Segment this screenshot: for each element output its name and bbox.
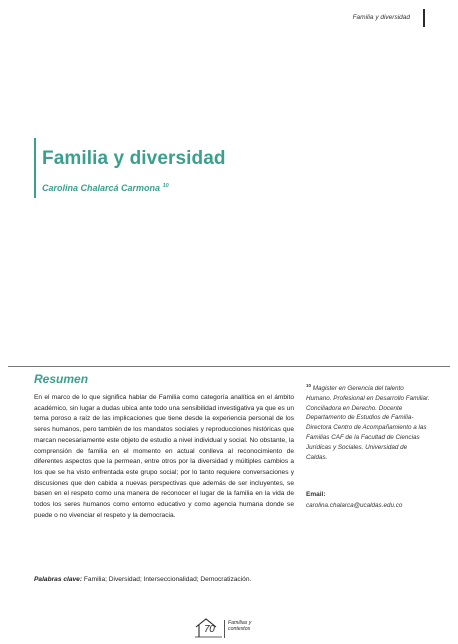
- article-author: [42, 183, 169, 193]
- title-accent-rule: [34, 138, 36, 198]
- summary-heading: Resumen: [34, 372, 89, 386]
- keywords: [34, 575, 294, 586]
- running-header: Familia y diversidad: [352, 14, 410, 21]
- footer-divider: [224, 620, 225, 638]
- summary-divider: [8, 366, 450, 367]
- author-footnote: [306, 381, 430, 462]
- article-title: Familia y diversidad: [42, 148, 226, 169]
- author-name: Carolina Chalarcá Carmona: [42, 183, 161, 193]
- abstract-paragraph: En el marco de lo que significa hablar de Familia como categoría analítica en el ámbito académico, sin lugar a dudas ubica ante todo una sensibilidad investigativa ya que es un tema poroso a raíz de las implicaciones que tiene desde la experiencia personal de los seres humanos, pero también de los mandatos sociales y reproducciones históricas que marcan necesariamente este objeto de estudio a nivel individual y social. No obstante, la comprensión de familia en el momento en actual conlleva al reconocimiento de diferentes aspectos que la permean, entre otros por la diversidad y múltiples cambios a los que se ha visto enfrentada este grupo social; por lo tanto requiere conversaciones y discusiones que den cabida a nuevas perspectivas que además de ser incluyentes, se basen en el respeto como una manera de reconocer el lugar de la familia en la vida de todos los seres humanos como entorno educativo y como agencia humana donde se puede o no vivenciar el respeto y la democracia.: [34, 394, 294, 519]
- brand-line-2: contextos: [228, 626, 251, 633]
- brand-line-1: Familias y: [228, 620, 252, 626]
- abstract-text: [34, 393, 294, 521]
- footnote-mark: 10: [306, 383, 312, 388]
- email-address[interactable]: carolina.chalarca@ucaldas.edu.co: [306, 502, 403, 509]
- journal-brand: [228, 620, 262, 633]
- author-footnote-mark: 10: [162, 183, 169, 189]
- email-label: Email:: [306, 491, 326, 498]
- footnote-text: Magister en Gerencia del talento Humano. Profesional en Desarrollo Familiar. Conciliadora en Derecho. Docente Departamento de Estudios de Familia-Directora Centro de Acompañamiento a las Familias CAF de la Facultad de Ciencias Jurídicas y Sociales. Universidad de Caldas.: [306, 385, 430, 461]
- page-number: 70: [204, 624, 215, 635]
- keywords-list: Familia; Diversidad; Interseccionalidad; Democratización.: [83, 576, 252, 583]
- keywords-label: Palabras clave:: [34, 576, 83, 583]
- header-vertical-rule: [423, 9, 425, 27]
